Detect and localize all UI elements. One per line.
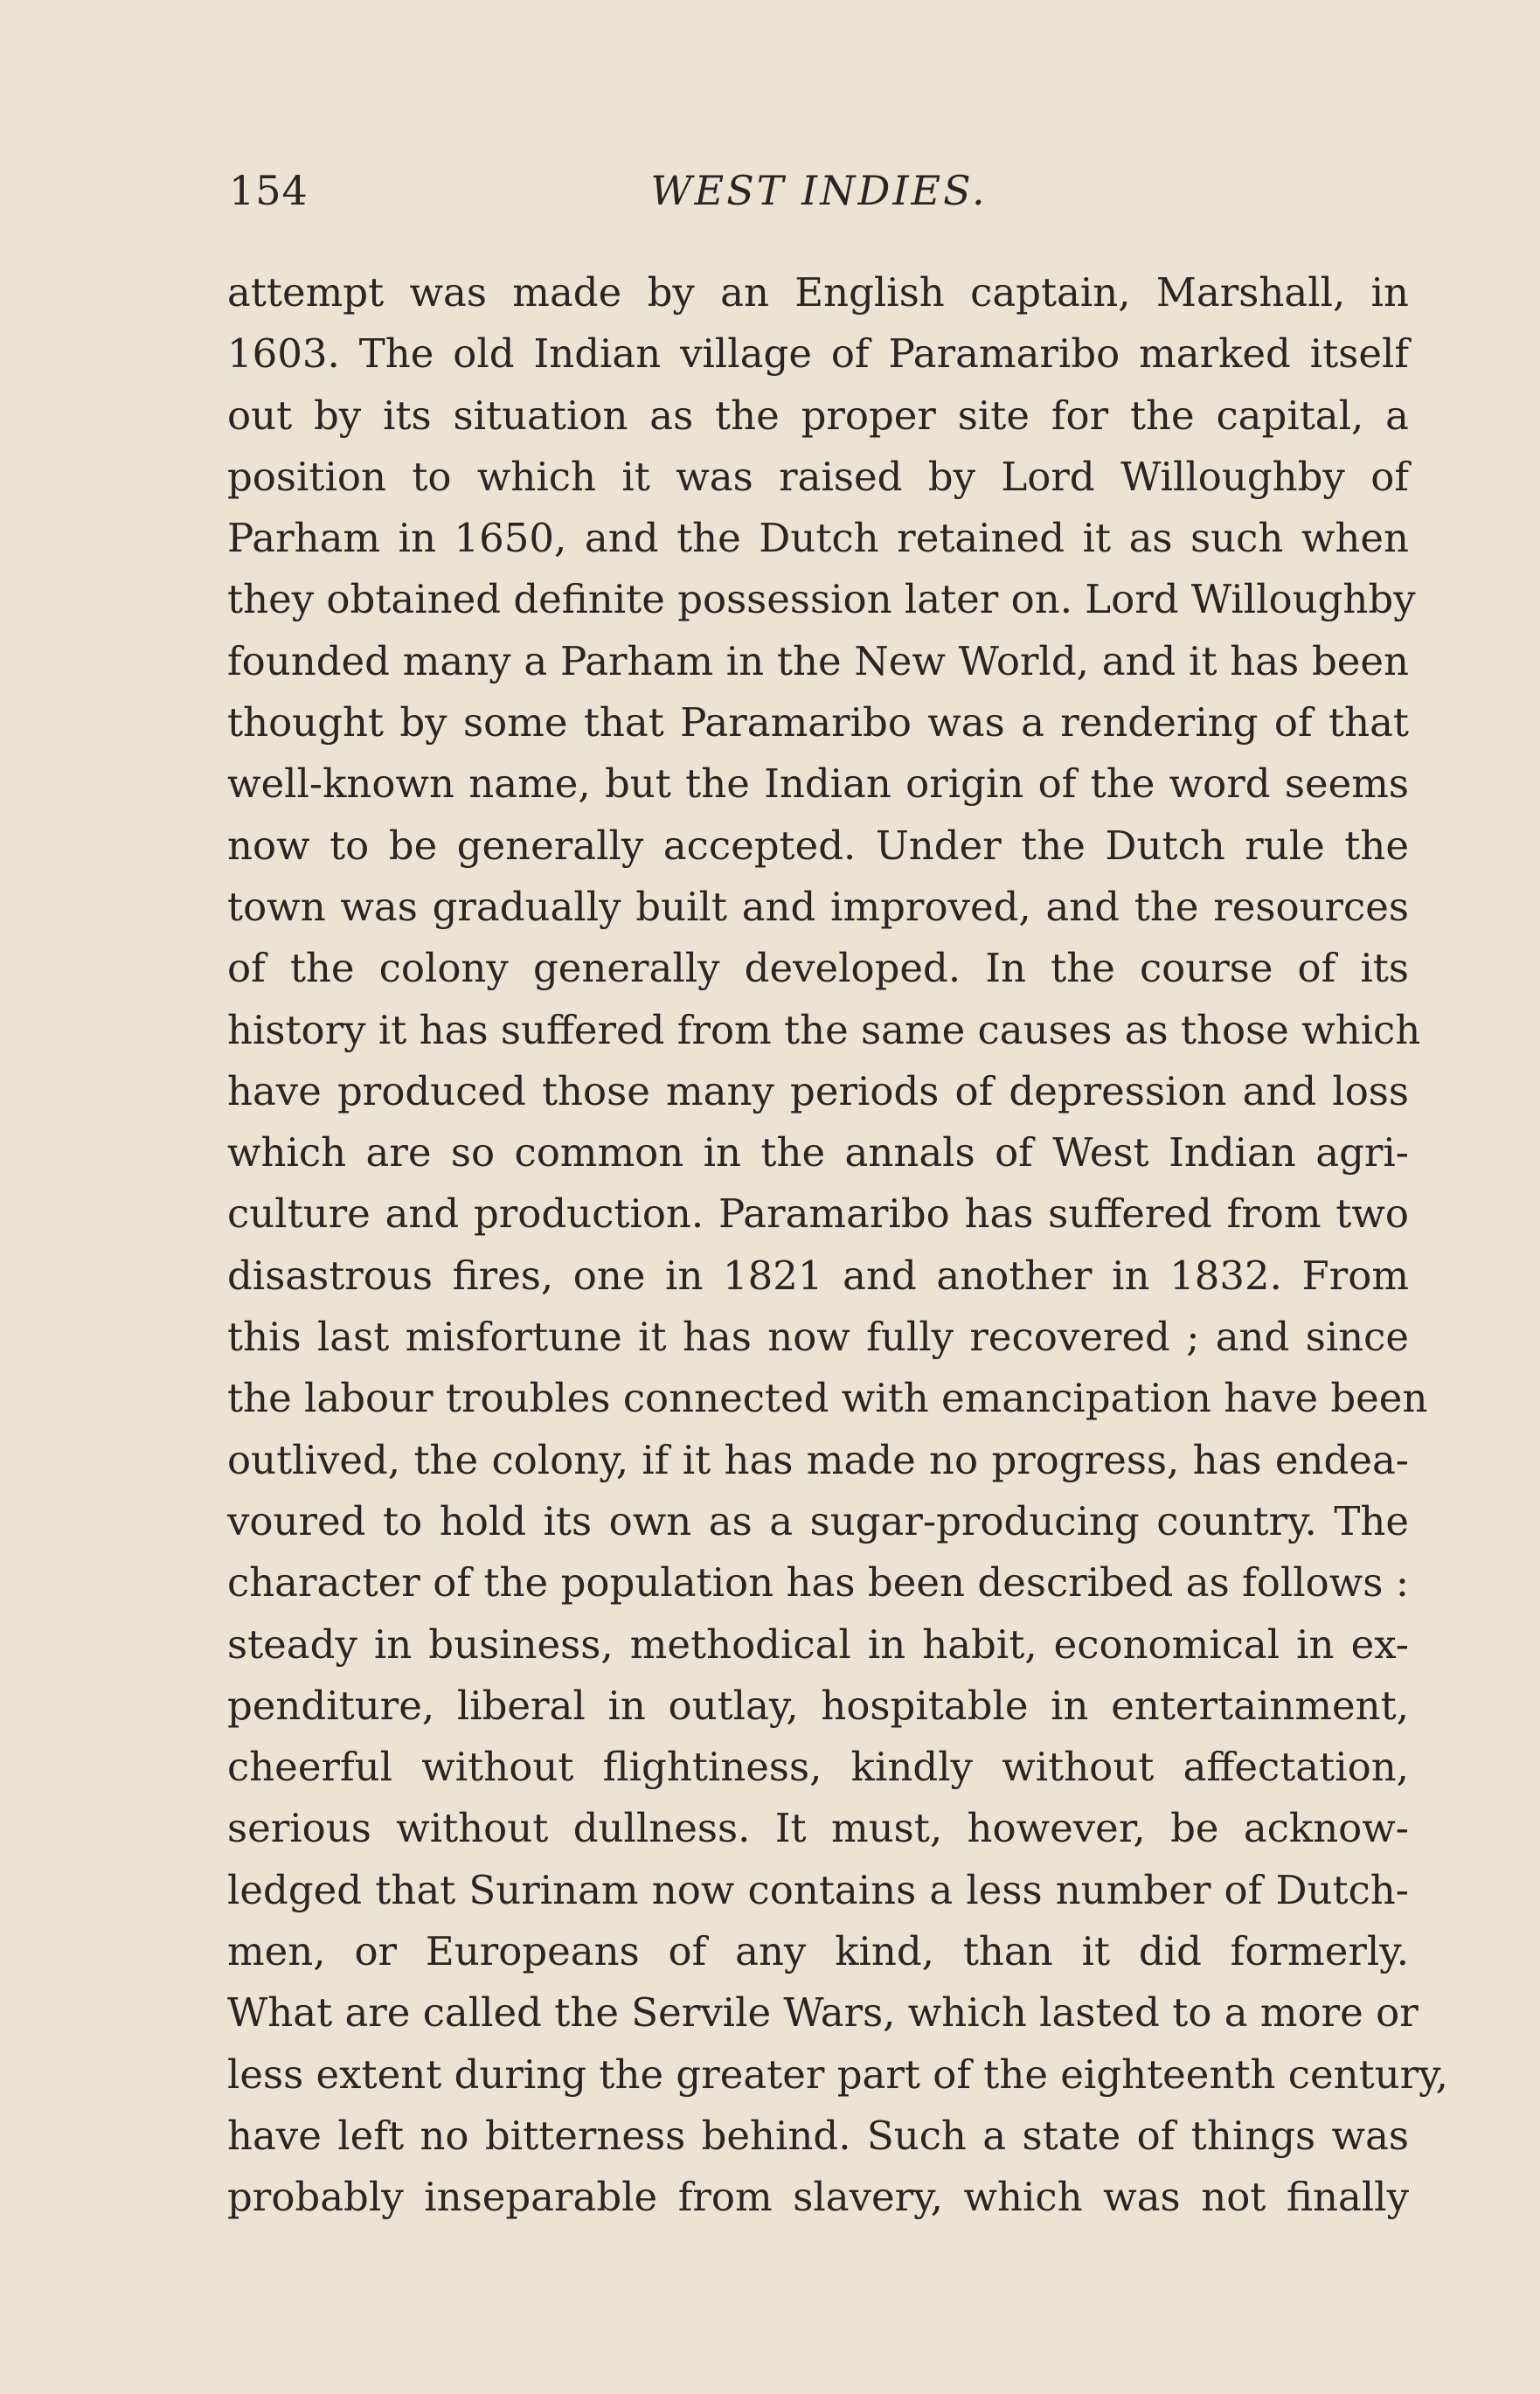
text-line: disastrous fires, one in 1821 and another in 1832. From (227, 1252, 1409, 1299)
text-line: well-known name, but the Indian origin of the word seems (227, 760, 1409, 808)
text-line: position to which it was raised by Lord Willoughby of (227, 453, 1409, 500)
text-line: have left no bitterness behind. Such a state of things was (227, 2112, 1409, 2159)
text-line: character of the population has been described as follows : (227, 1559, 1409, 1606)
text-line: less extent during the greater part of the eighteenth century, (227, 2051, 1448, 2098)
text-line: out by its situation as the proper site for the capital, a (227, 392, 1409, 439)
text-line: now to be generally accepted. Under the Dutch rule the (227, 822, 1409, 869)
text-line: voured to hold its own as a sugar-producing country. The (227, 1497, 1409, 1544)
body-paragraph (227, 262, 1448, 2229)
text-line: steady in business, methodical in habit, economical in ex- (227, 1620, 1409, 1668)
text-line: Parham in 1650, and the Dutch retained it as such when (227, 515, 1409, 562)
text-line: thought by some that Paramaribo was a rendering of that (227, 699, 1409, 746)
text-line: which are so common in the annals of West Indian agri- (227, 1129, 1409, 1176)
page-number: 154 (229, 167, 309, 214)
running-title: WEST INDIES. (650, 167, 988, 214)
text-line: the labour troubles connected with emancipation have been (227, 1375, 1428, 1422)
text-line: serious without dullness. It must, however, be acknow- (227, 1805, 1409, 1852)
text-line: attempt was made by an English captain, Marshall, in (227, 269, 1409, 316)
text-line: probably inseparable from slavery, which was not finally (227, 2174, 1409, 2221)
text-line: cheerful without flightiness, kindly without affectation, (227, 1744, 1409, 1791)
text-line: penditure, liberal in outlay, hospitable in entertainment, (227, 1682, 1409, 1729)
text-line: town was gradually built and improved, and the resources (227, 883, 1409, 930)
text-line: culture and production. Paramaribo has suffered from two (227, 1190, 1409, 1238)
text-line: ledged that Surinam now contains a less number of Dutch- (227, 1866, 1409, 1913)
text-line: history it has suffered from the same causes as those which (227, 1006, 1421, 1053)
text-line: this last misfortune it has now fully recovered ; and since (227, 1314, 1409, 1361)
page-header (229, 160, 1409, 221)
text-line: have produced those many periods of depression and loss (227, 1067, 1409, 1114)
text-line: they obtained definite possession later on. Lord Willoughby (227, 576, 1416, 623)
text-line: men, or Europeans of any kind, than it did formerly. (227, 1928, 1409, 1975)
text-line: of the colony generally developed. In the course of its (227, 945, 1409, 992)
text-line: founded many a Parham in the New World, and it has been (227, 637, 1409, 684)
text-line: What are called the Servile Wars, which lasted to a more or (227, 1989, 1419, 2037)
text-line: 1603. The old Indian village of Paramaribo marked itself (227, 330, 1409, 378)
text-line: outlived, the colony, if it has made no progress, has endea- (227, 1436, 1409, 1483)
